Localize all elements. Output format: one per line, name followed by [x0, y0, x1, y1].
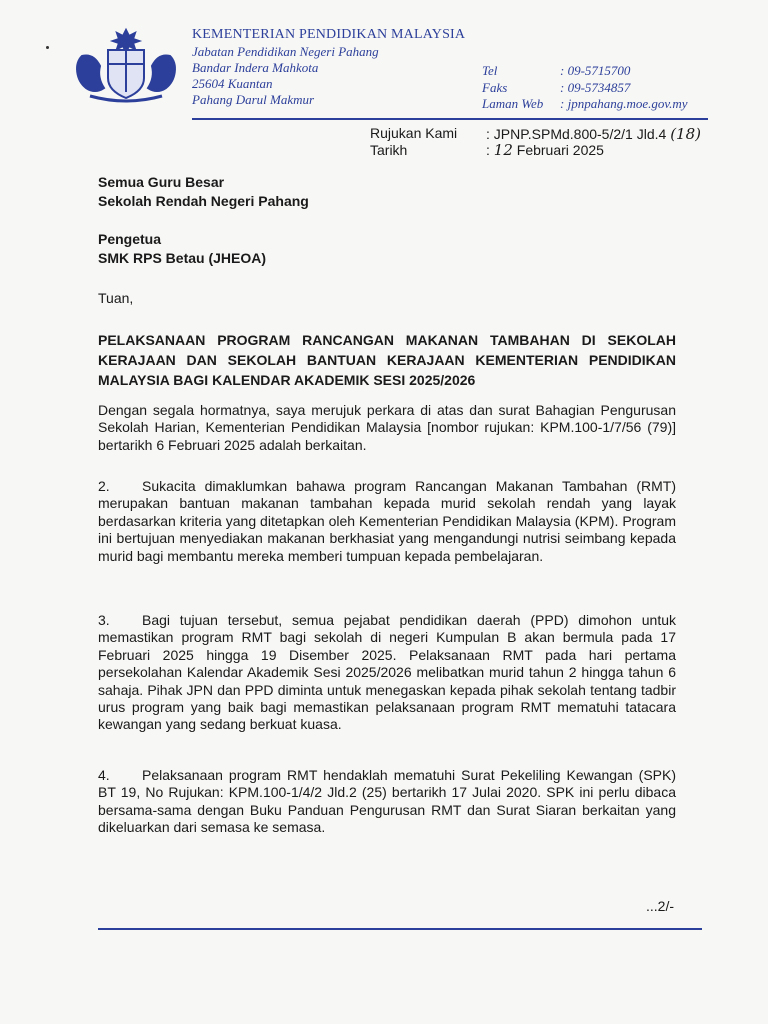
- website-value: : jpnpahang.moe.gov.my: [560, 96, 688, 111]
- paragraph-text: Bagi tujuan tersebut, semua pejabat pendidikan daerah (PPD) dimohon untuk memastikan program RMT bagi sekolah di negeri Kumpulan B akan bermula pada 17 Februari 2025 hingga 19 Disember 2025. Pelaksanaan RMT pada hari pertama persekolahan Kalendar Akademik Sesi 2025/2026 melibatkan murid tahun 2 hingga tahun 6 sahaja. Pihak JPN dan PPD diminta untuk menegaskan kepada pihak sekolah tentang tadbir urus program yang baik bagi memastikan pelaksanaan program RMT mematuhi tatacara kewangan yang sedang berkuat kuasa.: [98, 612, 676, 733]
- fax-label: Faks: [482, 80, 508, 95]
- tel-label: Tel: [482, 63, 498, 78]
- date-handwritten-day: 12: [493, 141, 513, 159]
- coat-of-arms-icon: [70, 26, 182, 104]
- letter-title: PELAKSANAAN PROGRAM RANCANGAN MAKANAN TAMBAHAN DI SEKOLAH KERAJAAN DAN SEKOLAH BANTUAN KERAJAAN KEMENTERIAN PENDIDIKAN MALAYSIA BAGI KALENDAR AKADEMIK SESI 2025/2026: [98, 332, 676, 388]
- recipient-line-1: Semua Guru Besar: [98, 174, 225, 190]
- recipient-line-2: Sekolah Rendah Negeri Pahang: [98, 193, 309, 209]
- fax-value: : 09-5734857: [560, 80, 631, 95]
- recipient-line-3: Pengetua: [98, 231, 162, 247]
- address-line-2: Bandar Indera Mahkota: [192, 60, 319, 75]
- tel-value: : 09-5715700: [560, 63, 631, 78]
- paragraph-number: 4.: [98, 767, 110, 783]
- address-line-1: Jabatan Pendidikan Negeri Pahang: [192, 44, 379, 59]
- website-label: Laman Web: [482, 96, 544, 111]
- salutation: Tuan,: [98, 290, 134, 306]
- reference-label: Rujukan Kami: [370, 125, 458, 141]
- paragraph-4: [98, 767, 676, 837]
- header-divider: [192, 118, 708, 120]
- reference-handwritten-number: (18): [670, 125, 701, 143]
- paragraph-text: Dengan segala hormatnya, saya merujuk perkara di atas dan surat Bahagian Pengurusan Sekolah Harian, Kementerian Pendidikan Malaysia [nombor rujukan: KPM.100-1/7/56 (79)] bertarikh 6 Februari 2025 adalah berkaitan.: [98, 402, 676, 453]
- paragraph-3: [98, 612, 676, 734]
- recipient-line-4: SMK RPS Betau (JHEOA): [98, 250, 267, 266]
- ministry-name: KEMENTERIAN PENDIDIKAN MALAYSIA: [192, 27, 466, 42]
- reference-number: : JPNP.SPMd.800-5/2/1 Jld.4: [486, 126, 667, 142]
- paragraph-number: 3.: [98, 612, 110, 628]
- scan-speck: [46, 46, 49, 49]
- date-label: Tarikh: [370, 142, 408, 158]
- address-line-4: Pahang Darul Makmur: [192, 92, 315, 107]
- page-continuation: ...2/-: [646, 898, 675, 914]
- paragraph-number: 2.: [98, 478, 110, 494]
- address-line-3: 25604 Kuantan: [192, 76, 273, 91]
- paragraph-text: Sukacita dimaklumkan bahawa program Rancangan Makanan Tambahan (RMT) merupakan bantuan makanan tambahan kepada murid sekolah rendah yang layak berdasarkan kriteria yang ditetapkan oleh Kementerian Pendidikan Malaysia (KPM). Program ini bertujuan menyediakan makanan berkhasiat yang mengandungi nutrisi seimbang kepada murid bagi membantu mereka memberi tumpuan kepada pembelajaran.: [98, 478, 676, 564]
- date-month-year: Februari 2025: [516, 142, 604, 158]
- date-value: [486, 141, 604, 159]
- footer-divider: [98, 928, 702, 930]
- paragraph-1: [98, 402, 676, 454]
- paragraph-text: Pelaksanaan program RMT hendaklah mematuhi Surat Pekeliling Kewangan (SPK) BT 19, No Rujukan: KPM.100-1/4/2 Jld.2 (25) bertarikh 17 Julai 2020. SPK ini perlu dibaca bersama-sama dengan Buku Panduan Pengurusan RMT dan Surat Siaran berkaitan yang dikeluarkan dari semasa ke semasa.: [98, 767, 676, 836]
- paragraph-2: [98, 478, 676, 565]
- date-colon: :: [486, 142, 490, 158]
